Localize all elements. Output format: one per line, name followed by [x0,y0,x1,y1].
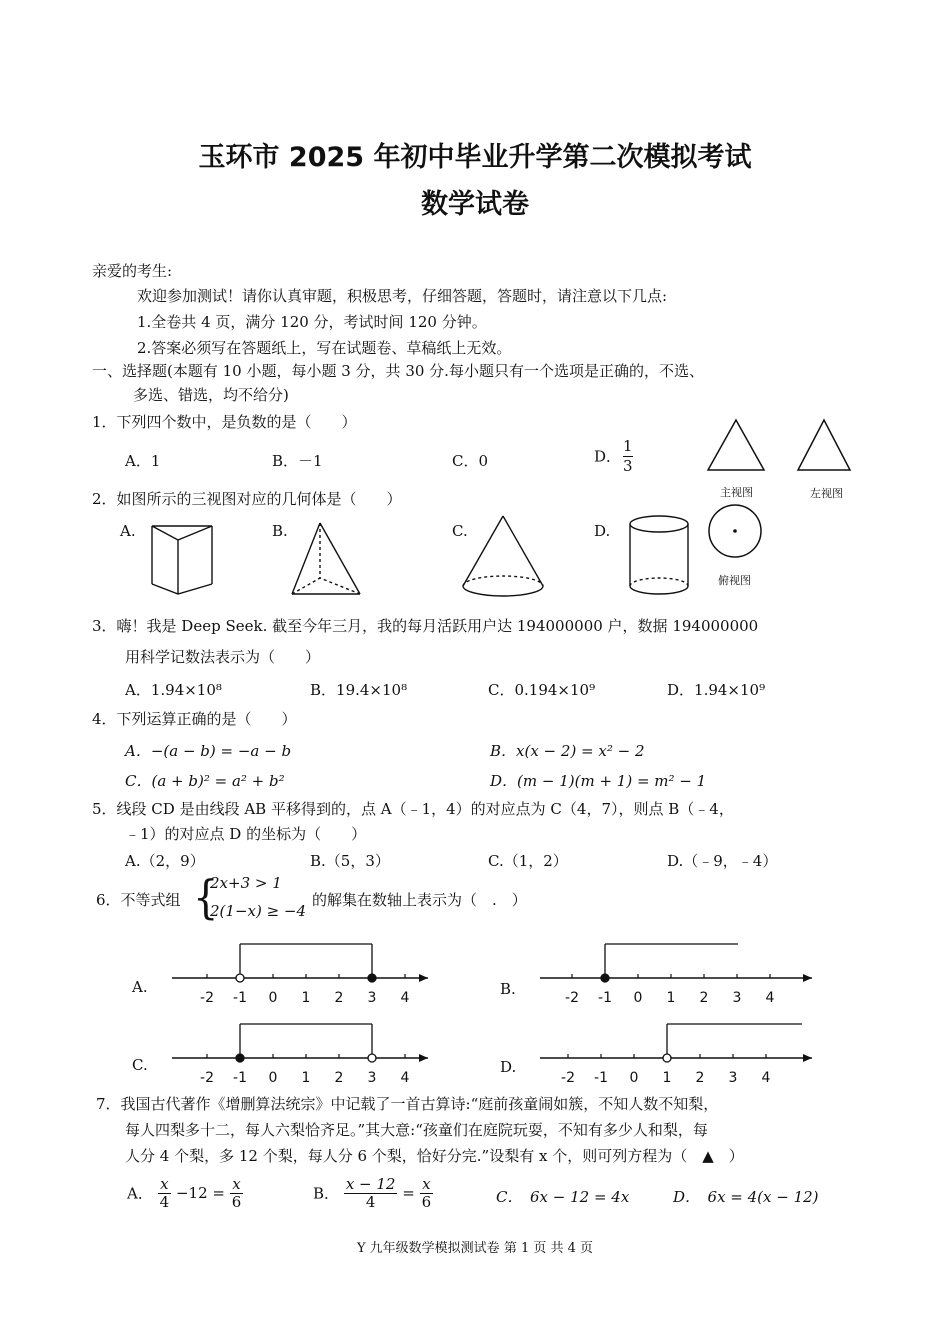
axis-tick-label: 3 [732,990,742,1006]
top-view-center-dot [733,529,737,533]
axis-tick-label: 4 [400,990,410,1006]
q6-option-b-label: B. [500,980,516,998]
q4-option-b: B．x(x − 2) = x² − 2 [490,742,645,760]
q1-option-d [594,438,635,474]
axis-tick-label: 0 [268,990,278,1006]
q7-option-c: C． 6x − 12 = 4x [496,1188,630,1206]
axis-tick-label: 0 [629,1070,639,1086]
axis-tick-label: 4 [761,1070,771,1086]
q6-option-a-label: A. [132,978,148,996]
axis-tick-label: 3 [367,1070,377,1086]
q7-a-frac1-den: 4 [159,1192,170,1211]
q3-stem-line2: 用科学记数法表示为（ ） [125,648,321,666]
q1-option-b: B．－1 [272,452,323,470]
q6-numberline-b [530,935,820,1010]
exam-title: 玉环市 2025 年初中毕业升学第二次模拟考试 [198,142,752,173]
axis-tick-label: 1 [662,1070,672,1086]
front-view-triangle [708,420,764,470]
q4-option-d: D．(m − 1)(m + 1) = m² − 1 [490,772,707,790]
q6-inequality-1: 2x+3 > 1 [210,874,282,892]
axis-tick-label: 1 [301,990,311,1006]
axis-tick-label: 1 [301,1070,311,1086]
q7-stem-line2: 每人四梨多十二，每人六梨恰齐足。”其大意:“孩童们在庭院玩耍，不知有多少人和梨，每 [125,1121,708,1139]
q2-stem: 2．如图所示的三视图对应的几何体是（ ） [92,490,402,508]
q6-numberline-c [160,1015,440,1090]
axis-tick-label: 2 [699,990,709,1006]
q5-option-b: B.（5，3） [310,852,390,870]
q2-option-a-label: A. [120,522,136,540]
q7-b-frac1 [344,1176,398,1210]
axis-tick-label: 2 [695,1070,705,1086]
axis-tick-label: -1 [598,990,612,1006]
q7-stem-line1: 7．我国古代著作《增删算法统宗》中记载了一首古算诗:“庭前孩童闹如簇，不知人数不知梨， [96,1095,719,1113]
q7-a-frac1 [158,1176,172,1210]
axis-tick-label: 4 [400,1070,410,1086]
top-view-label: 俯视图 [718,574,751,587]
axis-tick-label: -2 [200,990,214,1006]
q2-option-b-pyramid [286,520,366,598]
q6-brace: { [193,871,219,925]
q2-option-a-prism [142,518,222,598]
q7-b-mid: = [402,1184,415,1202]
axis-tick-label: -1 [233,1070,247,1086]
q1-d-denominator: 3 [623,456,633,475]
axis-tick-label: 2 [334,1070,344,1086]
q7-b-frac2 [420,1176,434,1210]
q1-d-numerator: 1 [623,437,633,455]
q6-option-d-label: D. [500,1058,517,1076]
q1-option-d-fraction [621,438,635,474]
exam-subtitle: 数学试卷 [421,189,529,220]
q4-stem: 4．下列运算正确的是（ ） [92,710,297,728]
q2-option-c-label: C. [452,522,468,540]
axis-tick-label: -2 [565,990,579,1006]
q6-inequality-2: 2(1−x) ≥ −4 [210,902,307,920]
q5-stem-line2: ﹣1）的对应点 D 的坐标为（ ） [125,825,367,843]
q7-option-b [313,1176,433,1210]
intro-line-1: 欢迎参加测试！请你认真审题，积极思考，仔细答题，答题时，请注意以下几点: [137,287,668,305]
q5-option-c: C.（1，2） [488,852,568,870]
q4-option-a: A．−(a − b) = −a − b [125,742,292,760]
axis-tick-label: 4 [765,990,775,1006]
q4-option-c: C．(a + b)² = a² + b² [125,772,285,790]
q5-option-a: A.（2，9） [125,852,205,870]
q1-option-d-label: D． [594,447,622,466]
q1-option-a: A．1 [125,452,161,470]
intro-line-2: 1.全卷共 4 页，满分 120 分，考试时间 120 分钟。 [137,313,487,331]
q3-option-c: C．0.194×10⁹ [488,681,596,699]
axis-tick-label: -1 [594,1070,608,1086]
axis-tick-label: 3 [728,1070,738,1086]
three-view-figures [700,415,860,590]
q3-option-d: D．1.94×10⁹ [667,681,766,699]
q2-option-c-cone [458,514,548,600]
page-footer: Y 九年级数学模拟测试卷 第 1 页 共 4 页 [356,1241,594,1256]
q7-stem-line3: 人分 4 个梨，多 12 个梨，每人分 6 个梨，恰好分完.”设梨有 x 个，则可列方程为（ ▲ ） [125,1147,744,1165]
left-view-triangle [798,420,850,470]
q7-option-d: D． 6x = 4(x − 12) [673,1188,819,1206]
q7-b-frac1-num: x − 12 [345,1175,396,1193]
q3-option-a: A．1.94×10⁸ [125,681,222,699]
axis-tick-label: -2 [200,1070,214,1086]
axis-tick-label: -1 [233,990,247,1006]
q7-a-frac1-num: x [158,1176,172,1194]
q6-stem-suffix: 的解集在数轴上表示为（ . ） [312,891,527,909]
q2-option-d-cylinder [626,514,692,598]
q5-option-d: D.（﹣9，﹣4） [667,852,778,870]
q1-option-c: C．0 [452,452,489,470]
q2-option-d-label: D. [594,522,611,540]
q6-stem-prefix: 6．不等式组 [96,891,181,909]
q7-b-label: B． [313,1184,340,1203]
q6-numberline-d [530,1015,820,1090]
axis-tick-label: 0 [633,990,643,1006]
q7-a-label: A． [127,1184,153,1203]
q7-b-frac2-den: 6 [421,1192,432,1211]
q3-option-b: B．19.4×10⁸ [310,681,408,699]
q7-option-a [127,1176,243,1210]
axis-tick-label: 2 [334,990,344,1006]
left-view-label: 左视图 [810,487,843,500]
q5-stem-line1: 5．线段 CD 是由线段 AB 平移得到的，点 A（﹣1，4）的对应点为 C（4，7），则点 B（﹣4， [92,800,734,818]
greeting: 亲爱的考生: [92,262,173,280]
q6-option-c-label: C. [132,1056,148,1074]
q3-stem-line1: 3．嗨！我是 Deep Seek. 截至今年三月，我的每月活跃用户达 194000000 户，数据 194000000 [92,617,759,635]
axis-tick-label: 3 [367,990,377,1006]
section-heading: 一、选择题(本题有 10 小题，每小题 3 分，共 30 分.每小题只有一个选项是正确的，不选、 [92,362,704,380]
q7-b-frac2-num: x [420,1176,434,1194]
intro-line-3: 2.答案必须写在答题纸上，写在试题卷、草稿纸上无效。 [137,339,512,357]
q1-stem: 1．下列四个数中，是负数的是（ ） [92,413,357,431]
q6-numberline-a [160,935,440,1010]
section-heading-cont: 多选、错选，均不给分) [133,386,289,404]
axis-tick-label: 0 [268,1070,278,1086]
axis-tick-label: -2 [561,1070,575,1086]
q7-a-frac2-num: x [230,1176,244,1194]
q7-a-mid: −12 = [175,1184,225,1202]
front-view-label: 主视图 [720,486,753,499]
q2-option-b-label: B. [272,522,288,540]
axis-tick-label: 1 [666,990,676,1006]
q7-a-frac2 [230,1176,244,1210]
q7-b-frac1-den: 4 [365,1192,376,1211]
q7-a-frac2-den: 6 [231,1192,242,1211]
